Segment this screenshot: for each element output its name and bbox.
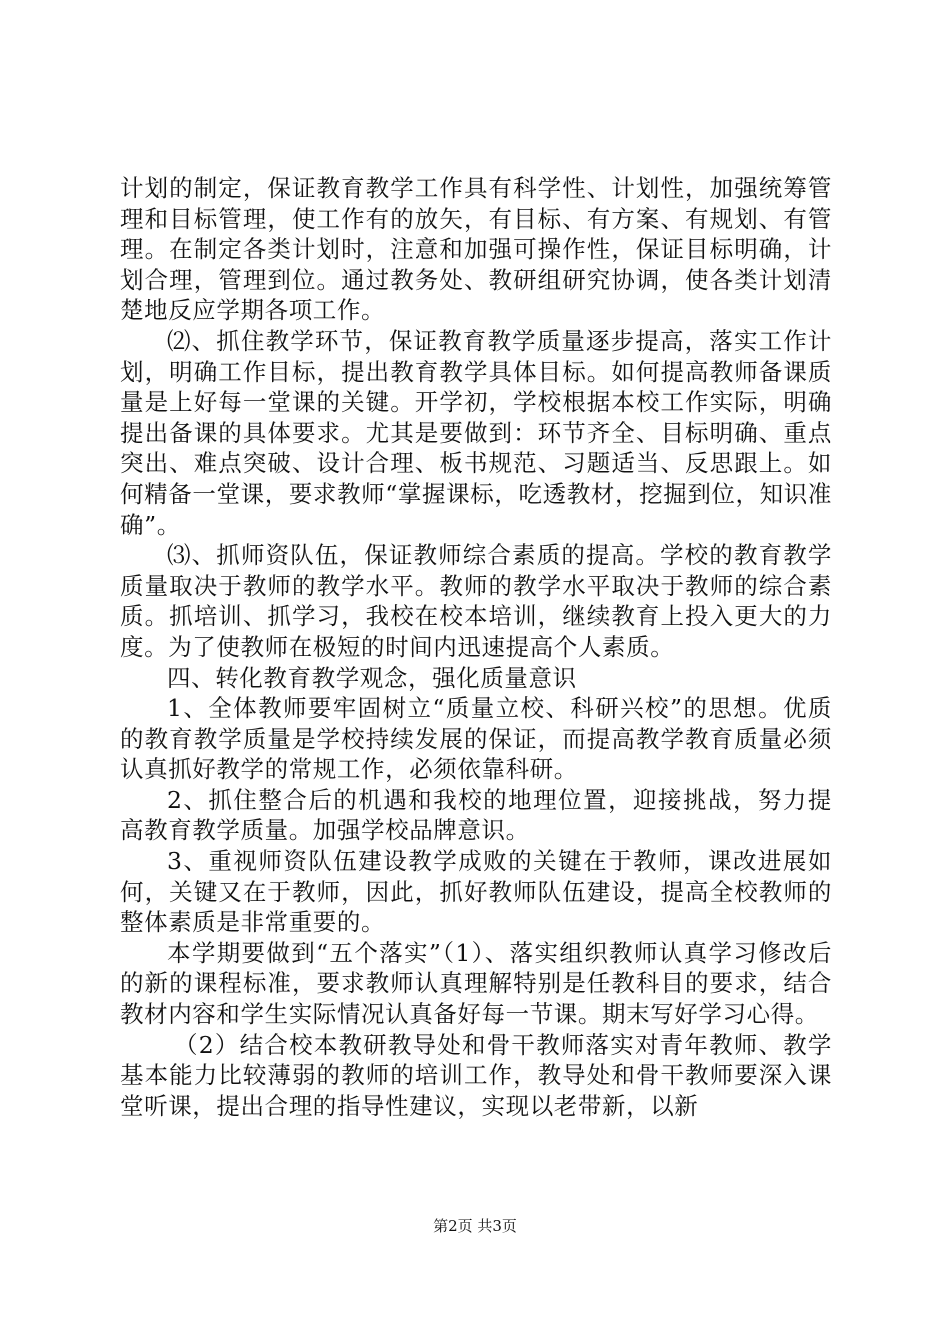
section-heading-4: 四、转化教育教学观念，强化质量意识	[167, 663, 577, 692]
paragraph-item-3: 3、重视师资队伍建设教学成败的关键在于教师，课改进展如何，关键又在于教师，因此，抓好教师队伍建设，提高全校教师的整体素质是非常重要的。	[120, 847, 832, 937]
paragraph-item-1: 1、全体教师要牢固树立“质量立校、科研兴校”的思想。优质的教育教学质量是学校持续发展的保证，而提高教学教育质量必须认真抓好教学的常规工作，必须依靠科研。	[120, 694, 832, 784]
paragraph-teacher-team: ⑶、抓师资队伍，保证教师综合素质的提高。学校的教育教学质量取决于教师的教学水平。教师的教学水平取决于教师的综合素质。抓培训、抓学习，我校在校本培训，继续教育上投入更大的力度。为了使教师在极短的时间内迅速提高个人素质。	[120, 541, 832, 661]
page-number-label: 第2页 共3页	[433, 1217, 517, 1235]
page-footer	[0, 1216, 950, 1236]
document-body	[120, 173, 832, 1121]
paragraph-implementation-2: （2）结合校本教研教导处和骨干教师落实对青年教师、教学基本能力比较薄弱的教师的培训工作，教导处和骨干教师要深入课堂听课，提出合理的指导性建议，实现以老带新，以新	[120, 1030, 832, 1120]
paragraph-teaching-links: ⑵、抓住教学环节，保证教育教学质量逐步提高，落实工作计划，明确工作目标，提出教育教学具体目标。如何提高教师备课质量是上好每一堂课的关键。开学初，学校根据本校工作实际，明确提出备课的具体要求。尤其是要做到：环节齐全、目标明确、重点突出、难点突破、设计合理、板书规范、习题适当、反思跟上。如何精备一堂课，要求教师“掌握课标，吃透教材，挖掘到位，知识准确”。	[120, 326, 832, 539]
paragraph-continuation: 计划的制定，保证教育教学工作具有科学性、计划性，加强统筹管理和目标管理，使工作有的放矢，有目标、有方案、有规划、有管理。在制定各类计划时，注意和加强可操作性，保证目标明确，计划合理，管理到位。通过教务处、教研组研究协调，使各类计划清楚地反应学期各项工作。	[120, 174, 832, 325]
paragraph-five-implementations: 本学期要做到“五个落实”（1）、落实组织教师认真学习修改后的新的课程标准，要求教师认真理解特别是任教科目的要求，结合教材内容和学生实际情况认真备好每一节课。期末写好学习心得。	[120, 938, 832, 1029]
paragraph-item-2: 2、抓住整合后的机遇和我校的地理位置，迎接挑战，努力提高教育教学质量。加强学校品牌意识。	[120, 785, 832, 845]
